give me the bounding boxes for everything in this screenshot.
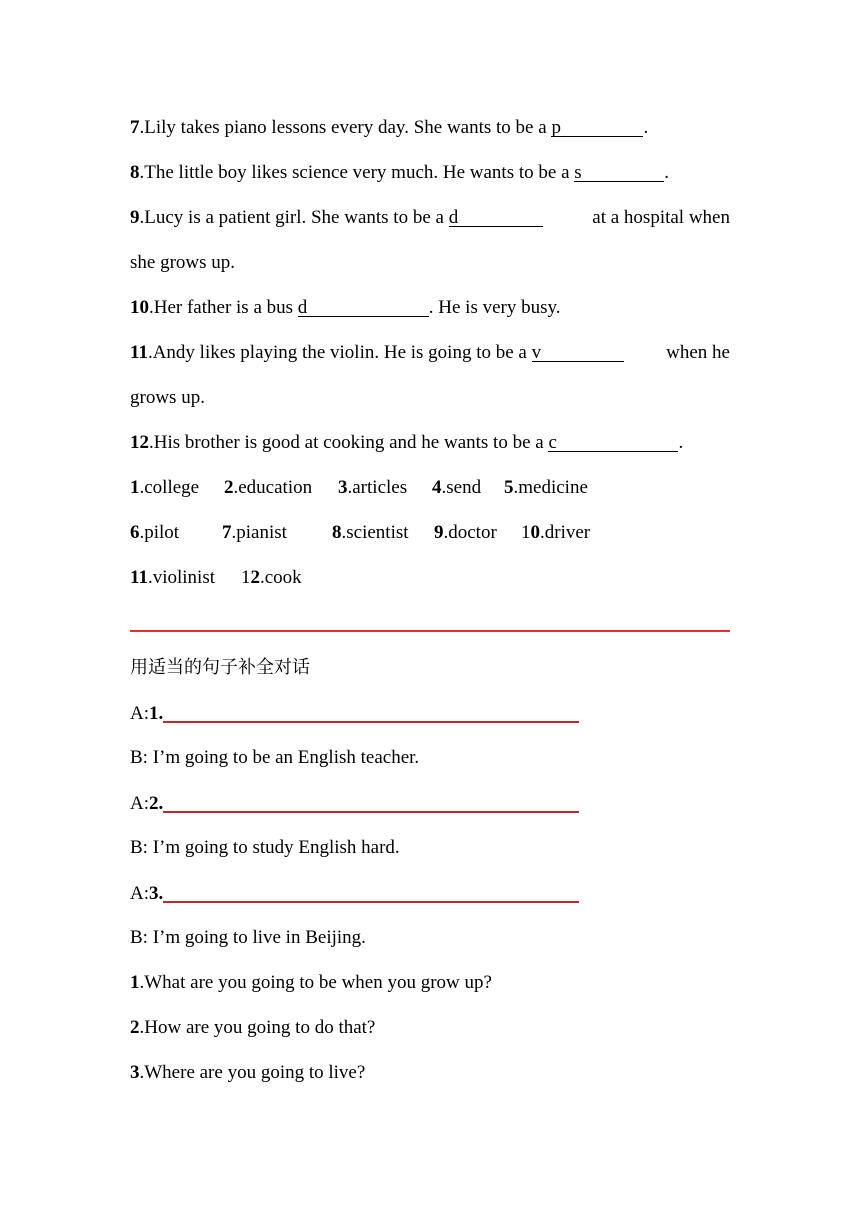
answer-key-row-1 [130,476,730,500]
blank-letter: s [574,162,582,183]
blank-letter: d [297,297,308,318]
question-11-continued: grows up. [130,387,205,408]
question-7 [130,116,730,140]
dialogue-line-b3: B: I’m going to live in Beijing. [130,927,366,948]
answer-blank[interactable] [298,296,429,317]
answer-blank[interactable] [548,431,678,452]
question-text-end: when he [666,342,730,363]
blank-letter: d [448,207,459,228]
question-number: 11 [130,342,148,363]
dialogue-line-a1: A:1. [130,701,730,726]
question-text-end: . [678,432,684,453]
dialogue-answer-line[interactable] [163,791,579,813]
question-number: 9 [130,207,140,228]
section-divider [130,630,730,632]
dialogue-line-a3: A:3. [130,881,730,906]
question-text-end: . [643,117,649,138]
question-text-end: . He is very busy. [428,297,561,318]
blank-letter: p [551,117,561,138]
answer-item: 9.doctor [434,522,497,543]
dialogue-line-b1: B: I’m going to be an English teacher. [130,747,420,768]
answer-item: 3.articles [338,477,408,498]
blank-letter: c [548,432,557,453]
question-11 [130,341,730,365]
answer-item: 4.send [432,477,482,498]
answer-blank[interactable] [551,116,643,137]
question-number: 8 [130,162,140,183]
answer-item: 10.driver [521,522,591,543]
dialogue-answer-line[interactable] [163,881,579,903]
question-10 [130,296,730,320]
question-text: .His brother is good at cooking and he wants to be a [149,432,549,453]
dialogue-answer-line[interactable] [163,701,579,723]
question-9 [130,206,730,230]
answer-item: 11.violinist [130,567,215,588]
answer-blank[interactable] [449,206,543,227]
question-number: 10 [130,297,149,318]
answer-blank[interactable] [574,161,664,182]
answer-item: 1.college [130,477,200,498]
answer-item: 6.pilot [130,522,180,543]
question-text: .Lucy is a patient girl. She wants to be a [139,207,449,228]
answer-item: 12.cook [241,567,302,588]
question-text: .The little boy likes science very much. He wants to be a [139,162,575,183]
question-text: .Her father is a bus [149,297,298,318]
section-title: 用适当的句子补全对话 [130,657,310,678]
question-text: .Andy likes playing the violin. He is going to be a [147,342,532,363]
dialogue-answer-2: 2.How are you going to do that? [130,1017,376,1038]
dialogue-answer-1: 1.What are you going to be when you grow up? [130,972,492,993]
answer-item: 8.scientist [332,522,409,543]
dialogue-line-b2: B: I’m going to study English hard. [130,837,400,858]
question-9-continued: she grows up. [130,252,236,273]
question-text: .Lily takes piano lessons every day. She wants to be a [139,117,552,138]
blank-letter: v [531,342,542,363]
answer-item: 5.medicine [504,477,588,498]
question-number: 7 [130,117,140,138]
question-12 [130,431,730,455]
answer-key-row-2 [130,521,730,545]
dialogue-answer-3: 3.Where are you going to live? [130,1062,366,1083]
question-text-end: . [664,162,670,183]
answer-item: 2.education [224,477,313,498]
answer-blank[interactable] [532,341,624,362]
answer-key-row-3 [130,566,730,590]
question-8 [130,161,730,185]
dialogue-line-a2: A:2. [130,791,730,816]
question-text-end: at a hospital when [592,207,730,228]
question-number: 12 [130,432,149,453]
answer-item: 7.pianist [222,522,287,543]
